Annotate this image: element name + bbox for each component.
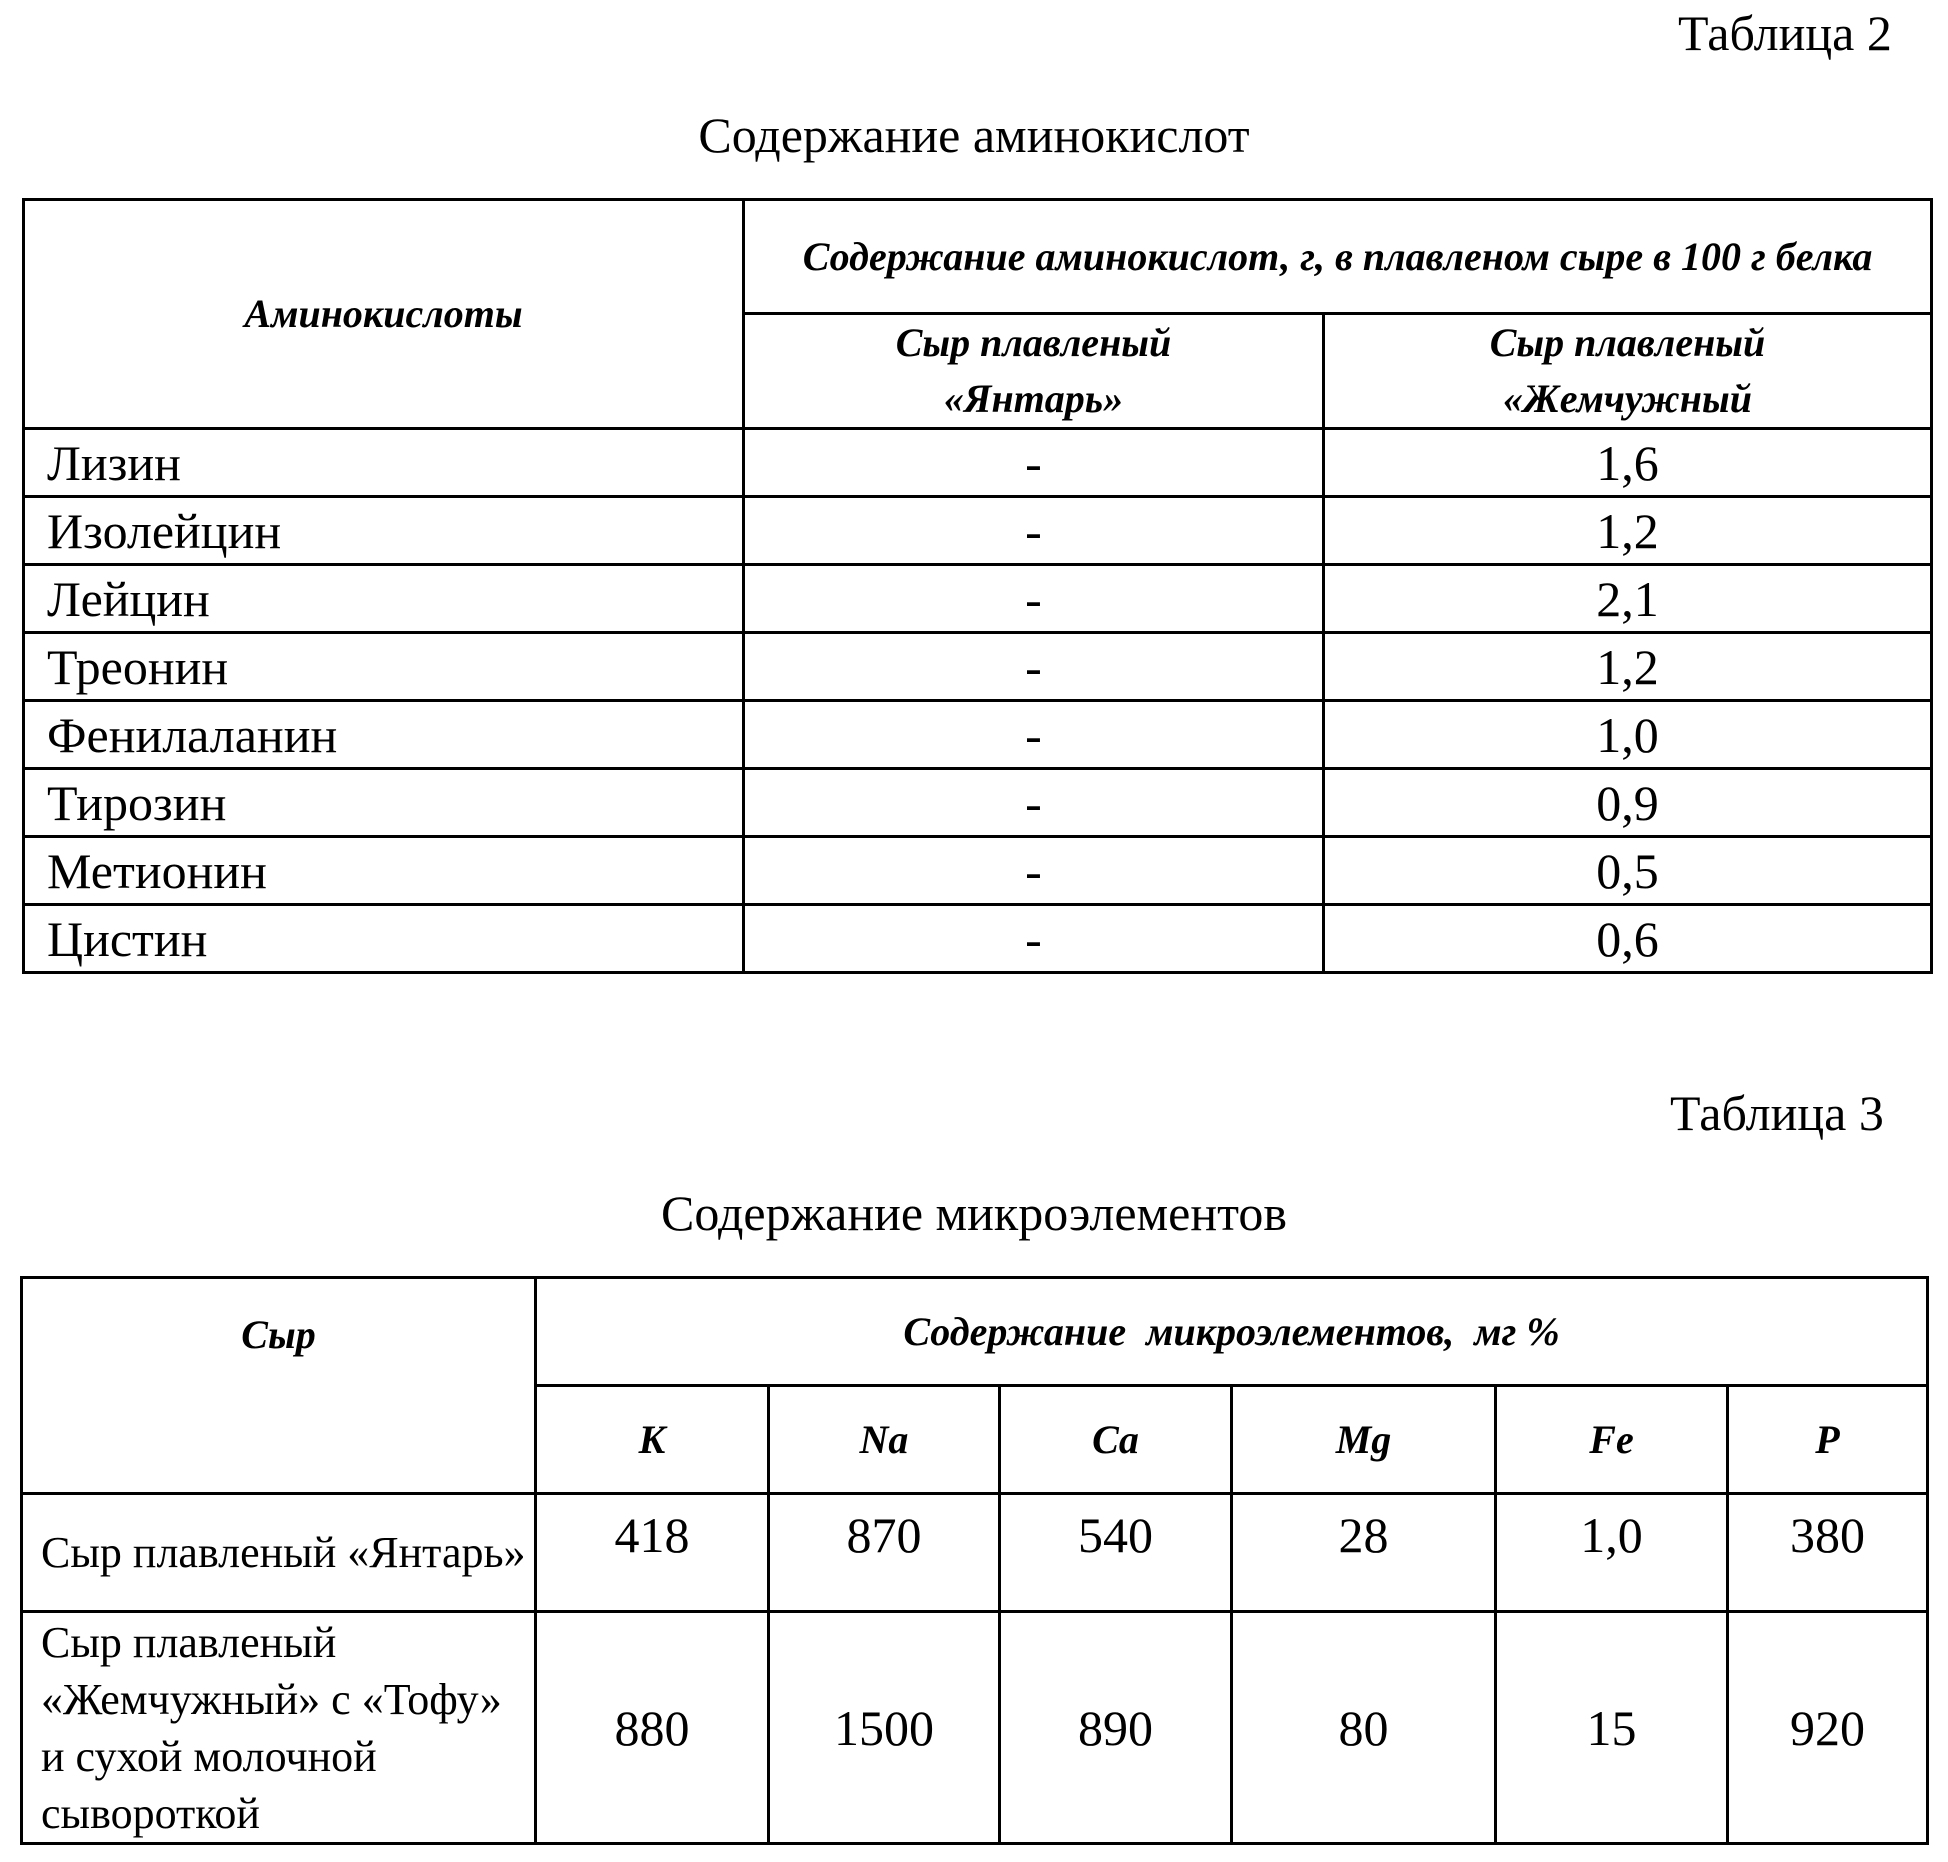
value-zhemchuzhny: 1,6 xyxy=(1324,429,1932,497)
table-row xyxy=(24,769,1932,837)
microelement-group-header: Содержание микроэлементов, мг % xyxy=(536,1278,1928,1386)
value-zhemchuzhny: 0,5 xyxy=(1324,837,1932,905)
cheese-name: Сыр плавленый «Жемчужный» с «Тофу» и сухой молочной сывороткой xyxy=(22,1612,536,1844)
amino-column-header: Аминокислоты xyxy=(24,200,744,429)
value-k: 418 xyxy=(536,1494,769,1612)
table2-number: Таблица 2 xyxy=(1678,5,1892,61)
value-yantar: - xyxy=(744,565,1324,633)
value-fe: 1,0 xyxy=(1496,1494,1728,1612)
element-header-k: K xyxy=(536,1386,769,1494)
value-yantar: - xyxy=(744,497,1324,565)
table-row xyxy=(24,429,1932,497)
value-zhemchuzhny: 0,9 xyxy=(1324,769,1932,837)
element-header-na: Na xyxy=(769,1386,1000,1494)
table-row xyxy=(24,497,1932,565)
table-row xyxy=(24,701,1932,769)
amino-name: Изолейцин xyxy=(24,497,744,565)
value-na: 1500 xyxy=(769,1612,1000,1844)
table-row xyxy=(22,1494,1928,1612)
amino-acid-table xyxy=(22,198,1933,974)
value-zhemchuzhny: 0,6 xyxy=(1324,905,1932,973)
value-yantar: - xyxy=(744,701,1324,769)
amino-content-group-header: Содержание аминокислот, г, в плавленом сыре в 100 г белка xyxy=(744,200,1932,314)
amino-name: Лейцин xyxy=(24,565,744,633)
amino-name: Треонин xyxy=(24,633,744,701)
element-header-mg: Mg xyxy=(1232,1386,1496,1494)
amino-name: Фенилаланин xyxy=(24,701,744,769)
value-zhemchuzhny: 2,1 xyxy=(1324,565,1932,633)
value-yantar: - xyxy=(744,633,1324,701)
value-ca: 540 xyxy=(1000,1494,1232,1612)
amino-name: Метионин xyxy=(24,837,744,905)
value-zhemchuzhny: 1,0 xyxy=(1324,701,1932,769)
value-zhemchuzhny: 1,2 xyxy=(1324,633,1932,701)
value-yantar: - xyxy=(744,837,1324,905)
cheese-name: Сыр плавленый «Янтарь» xyxy=(22,1494,536,1612)
col-header-zhemchuzhny: Сыр плавленый «Жемчужный xyxy=(1324,314,1932,429)
microelement-table xyxy=(20,1276,1929,1845)
table-row xyxy=(24,633,1932,701)
table3-number: Таблица 3 xyxy=(1670,1085,1884,1141)
table3-title: Содержание микроэлементов xyxy=(661,1185,1287,1241)
element-header-p: P xyxy=(1728,1386,1928,1494)
value-zhemchuzhny: 1,2 xyxy=(1324,497,1932,565)
element-header-ca: Ca xyxy=(1000,1386,1232,1494)
cheese-column-header: Сыр xyxy=(22,1278,536,1494)
element-header-fe: Fe xyxy=(1496,1386,1728,1494)
value-p: 920 xyxy=(1728,1612,1928,1844)
value-fe: 15 xyxy=(1496,1612,1728,1844)
value-na: 870 xyxy=(769,1494,1000,1612)
value-yantar: - xyxy=(744,905,1324,973)
value-p: 380 xyxy=(1728,1494,1928,1612)
table2-title: Содержание аминокислот xyxy=(698,107,1250,163)
amino-name: Цистин xyxy=(24,905,744,973)
table-row xyxy=(24,837,1932,905)
table-row xyxy=(24,565,1932,633)
value-mg: 80 xyxy=(1232,1612,1496,1844)
col-header-yantar: Сыр плавленый «Янтарь» xyxy=(744,314,1324,429)
value-ca: 890 xyxy=(1000,1612,1232,1844)
amino-name: Лизин xyxy=(24,429,744,497)
value-yantar: - xyxy=(744,769,1324,837)
table-row xyxy=(24,905,1932,973)
table-row xyxy=(22,1612,1928,1844)
amino-name: Тирозин xyxy=(24,769,744,837)
value-yantar: - xyxy=(744,429,1324,497)
value-k: 880 xyxy=(536,1612,769,1844)
value-mg: 28 xyxy=(1232,1494,1496,1612)
